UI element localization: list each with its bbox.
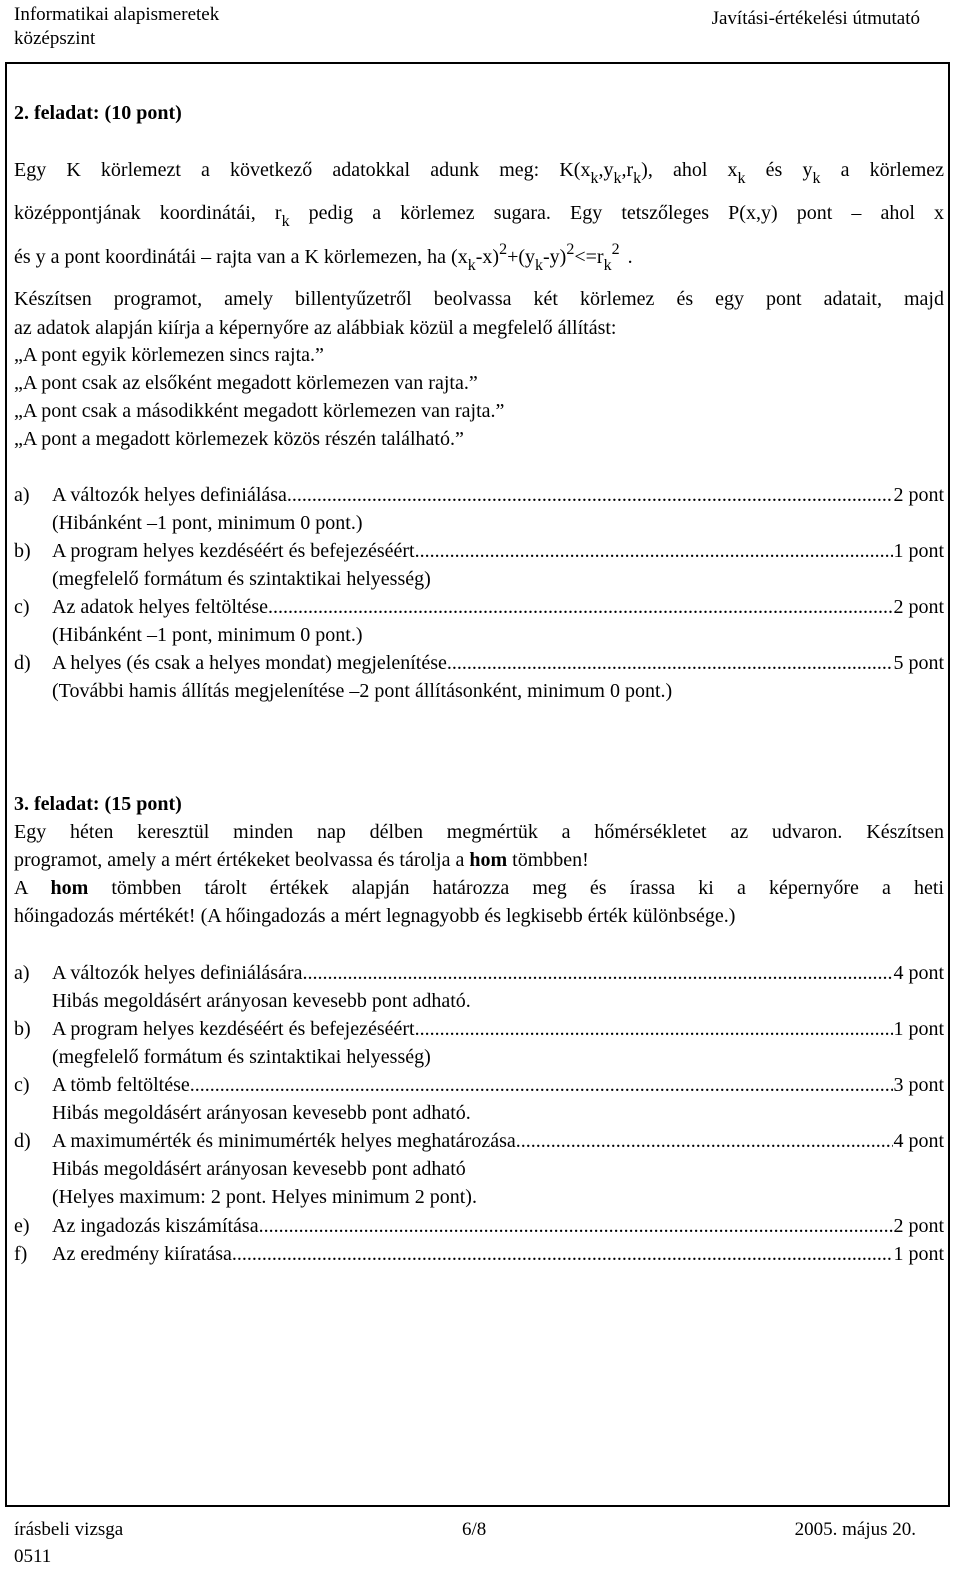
task2-statement-3: „A pont csak a másodikként megadott körlemezen van rajta.” — [14, 400, 505, 422]
header-subject: Informatikai alapismeretek — [14, 4, 220, 25]
task2-statement-2: „A pont csak az elsőként megadott körlemezen van rajta.” — [14, 372, 478, 394]
content-frame — [5, 62, 950, 1507]
task3-title: 3. feladat: (15 pont) — [14, 793, 182, 815]
header-guide-title: Javítási-értékelési útmutató — [711, 8, 920, 29]
task3-item-a: a) A változók helyes definiálására ..... 4 pont — [14, 960, 944, 986]
footer-page-number: 6/8 — [462, 1519, 487, 1540]
task3-paragraph-line1: Egy héten keresztül minden nap délben megmértük a hőmérsékletet az udvaron. Készítsen — [14, 821, 944, 843]
task3-paragraph-line3: A hom tömbben tárolt értékek alapján határozza meg és írassa ki a képernyőre a heti — [14, 877, 944, 899]
task2-item-b: b) A program helyes kezdéséért és befejezéséért ..... 1 pont — [14, 538, 944, 564]
task3-item-b-note: (megfelelő formátum és szintaktikai helyesség) — [52, 1046, 431, 1068]
task2-paragraph-line3: és y a pont koordinátái – rajta van a K körlemezen, ha $(x_k-x)^2+(y_k-y)^2<=r_k^2$ . — [14, 241, 633, 274]
task3-paragraph-line4: hőingadozás mértékét! (A hőingadozás a mért legnagyobb és legkisebb érték különbsége.) — [14, 905, 736, 927]
task3-item-d-note: Hibás megoldásért arányosan kevesebb pont adható — [52, 1158, 466, 1180]
task3-item-c: c) A tömb feltöltése ..... 3 pont — [14, 1072, 944, 1098]
task2-statement-4: „A pont a megadott körlemezek közös részén található.” — [14, 428, 464, 450]
task3-item-d: d) A maximumérték és minimumérték helyes meghatározása ..... 4 pont — [14, 1128, 944, 1154]
task3-item-c-note: Hibás megoldásért arányosan kevesebb pont adható. — [52, 1102, 471, 1124]
task2-paragraph-line4: Készítsen programot, amely billentyűzetről beolvassa két körlemez és egy pont adatait, majd — [14, 288, 944, 310]
task3-item-e: e) Az ingadozás kiszámítása ..... 2 pont — [14, 1213, 944, 1239]
task2-item-c: c) Az adatok helyes feltöltése ..... 2 pont — [14, 594, 944, 620]
task2-item-b-note: (megfelelő formátum és szintaktikai helyesség) — [52, 568, 431, 590]
task2-item-a-note: (Hibánként –1 pont, minimum 0 pont.) — [52, 512, 363, 534]
task2-item-c-note: (Hibánként –1 pont, minimum 0 pont.) — [52, 624, 363, 646]
task3-item-d-note2: (Helyes maximum: 2 pont. Helyes minimum 2 pont). — [52, 1186, 477, 1208]
task2-item-a: a) A változók helyes definiálása ..... 2 pont — [14, 482, 944, 508]
task2-paragraph-line2: középpontjának koordinátái, $r_k$ pedig a körlemez sugara. Egy tetszőleges P(x,y) pont – ahol x — [14, 202, 944, 230]
task2-title: 2. feladat: (10 pont) — [14, 102, 182, 124]
header-level: középszint — [14, 28, 96, 49]
task2-paragraph-line5: az adatok alapján kiírja a képernyőre az alábbiak közül a megfelelő állítást: — [14, 317, 617, 339]
footer-exam-type: írásbeli vizsga — [14, 1519, 124, 1540]
task3-paragraph-line2: programot, amely a mért értékeket beolvassa és tárolja a hom tömbben! — [14, 849, 589, 871]
task3-item-f: f) Az eredmény kiíratása ..... 1 pont — [14, 1241, 944, 1267]
footer-date: 2005. május 20. — [794, 1519, 916, 1540]
footer-code: 0511 — [14, 1546, 52, 1567]
task3-item-b: b) A program helyes kezdéséért és befejezéséért ..... 1 pont — [14, 1016, 944, 1042]
task2-item-d-note: (További hamis állítás megjelenítése –2 pont állításonként, minimum 0 pont.) — [52, 680, 673, 702]
task3-item-a-note: Hibás megoldásért arányosan kevesebb pont adható. — [52, 990, 471, 1012]
task2-statement-1: „A pont egyik körlemezen sincs rajta.” — [14, 344, 324, 366]
task2-item-d: d) A helyes (és csak a helyes mondat) megjelenítése ..... 5 pont — [14, 650, 944, 676]
task2-paragraph-line1: Egy K körlemezt a következő adatokkal adunk meg: $K(x_k,y_k,r_k)$, ahol $x_k$ és $y_k$ a körlemez — [14, 159, 945, 187]
